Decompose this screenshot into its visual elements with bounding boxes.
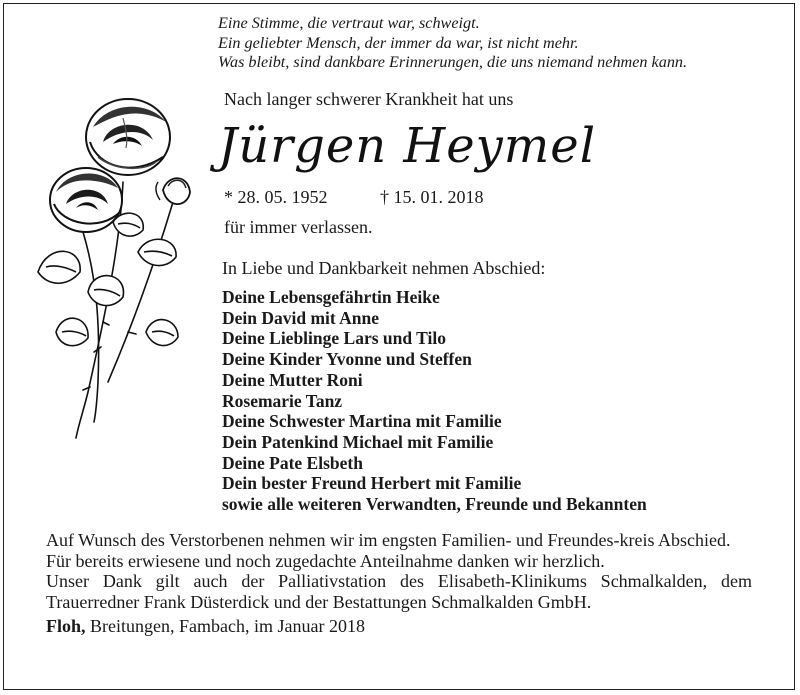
mourner-entry: Deine Mutter Roni [222,369,363,390]
top-rose-icon [86,99,170,175]
signoff-place: Floh, [46,616,86,636]
quote-line: Was bleibt, sind dankbare Erinnerungen, die uns niemand nehmen kann. [218,53,688,71]
mourner-entry: Deine Pate Elsbeth [222,452,363,473]
mourner-entry: Rosemarie Tanz [222,390,343,411]
rose-illustration [28,82,208,442]
quote-line: Eine Stimme, die vertraut war, schweigt. [218,14,480,32]
mourner-entry: Dein bester Freund Herbert mit Familie [222,473,522,494]
mourners-list [222,287,647,515]
farewell-heading: In Liebe und Dankbarkeit nehmen Abschied: [222,258,546,278]
wish-paragraph: Auf Wunsch des Verstorbenen nehmen wir im engsten Familien- und Freundes-kreis Abschied. [46,530,731,550]
mourner-entry: Deine Lebensgefährtin Heike [222,287,440,307]
birth-date: * 28. 05. 1952 [224,187,328,207]
death-date: † 15. 01. 2018 [380,187,484,207]
mourner-entry: sowie alle weiteren Verwandten, Freunde und Bekannten [222,494,647,515]
mourner-entry: Dein Patenkind Michael mit Familie [222,431,494,452]
signoff-rest: Breitungen, Fambach, im Januar 2018 [85,616,365,636]
mourner-entry: Deine Lieblinge Lars und Tilo [222,328,446,349]
signoff-line [46,616,752,637]
memorial-quote [218,14,687,73]
life-dates [224,187,484,208]
left-rose-icon [50,168,122,232]
mourner-entry: Deine Kinder Yvonne und Steffen [222,349,472,370]
left-us-text: für immer verlassen. [224,217,373,237]
thanks-paragraph: Für bereits erwiesene und noch zugedachte Anteilnahme danken wir herzlich. [46,550,605,571]
closing-text [46,530,752,637]
quote-line: Ein geliebter Mensch, der immer da war, ist nicht mehr. [218,33,579,52]
deceased-name: Jürgen Heymel [218,118,597,174]
rose-bud-icon [156,178,190,204]
mourner-entry: Dein David mit Anne [222,307,380,328]
mourner-entry: Deine Schwester Martina mit Familie [222,411,502,432]
gratitude-paragraph: Unser Dank gilt auch der Palliativstation des Elisabeth-Klinikums Schmalkalden, dem Trauerredner Frank Düsterdick und der Bestattungen Schmalkalden GmbH. [46,571,752,612]
intro-text: Nach langer schwerer Krankheit hat uns [224,89,514,109]
